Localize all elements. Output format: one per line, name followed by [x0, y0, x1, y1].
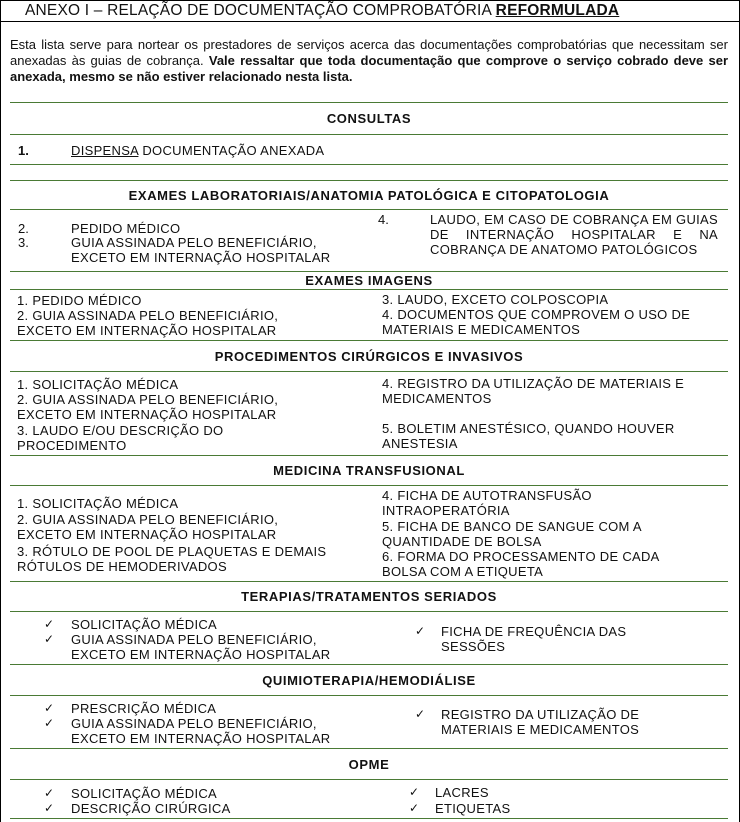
- rule: [10, 209, 728, 210]
- section-title-quimio: QUIMIOTERAPIA/HEMODIÁLISE: [262, 673, 476, 688]
- rule: [10, 581, 728, 582]
- check-icon: ✓: [44, 786, 55, 800]
- cirurgicos-item: 4. REGISTRO DA UTILIZAÇÃO DE MATERIAIS E MEDICAMENTOS: [382, 376, 685, 406]
- rule: [10, 271, 728, 272]
- imagens-item: 3. LAUDO, EXCETO COLPOSCOPIA: [382, 292, 609, 307]
- lab-item: PEDIDO MÉDICO: [71, 221, 181, 236]
- title-emphasis: REFORMULADA: [495, 2, 620, 19]
- rule: [10, 102, 728, 103]
- cirurgicos-item: 3. LAUDO E/OU DESCRIÇÃO DO PROCEDIMENTO: [17, 423, 224, 453]
- rule: [10, 134, 728, 135]
- lab-item-number: 2.: [18, 221, 29, 236]
- title-main: ANEXO I – RELAÇÃO DE DOCUMENTAÇÃO COMPROBATÓRIA: [25, 2, 492, 19]
- rule: [10, 779, 728, 780]
- consultas-item-underlined: DISPENSA: [71, 143, 139, 158]
- quimio-item: GUIA ASSINADA PELO BENEFICIÁRIO, EXCETO EM INTERNAÇÃO HOSPITALAR: [71, 716, 331, 746]
- rule: [10, 664, 728, 665]
- opme-item: LACRES: [435, 785, 489, 800]
- consultas-item: [71, 143, 324, 158]
- transfusional-item: 5. FICHA DE BANCO DE SANGUE COM A QUANTIDADE DE BOLSA: [382, 519, 642, 549]
- lab-item-number: 3.: [18, 235, 29, 250]
- check-icon: ✓: [44, 632, 55, 646]
- consultas-item-number: 1.: [18, 143, 29, 158]
- rule: [10, 818, 728, 819]
- intro-paragraph: [10, 37, 728, 85]
- section-title-consultas: CONSULTAS: [326, 111, 412, 126]
- rule: [10, 695, 728, 696]
- check-icon: ✓: [44, 801, 55, 815]
- lab-item: GUIA ASSINADA PELO BENEFICIÁRIO, EXCETO EM INTERNAÇÃO HOSPITALAR: [71, 235, 331, 265]
- section-title-terapias: TERAPIAS/TRATAMENTOS SERIADOS: [241, 589, 497, 604]
- opme-item: DESCRIÇÃO CIRÚRGICA: [71, 801, 231, 816]
- rule: [10, 164, 728, 165]
- rule: [10, 289, 728, 290]
- check-icon: ✓: [415, 707, 426, 721]
- check-icon: ✓: [415, 624, 426, 638]
- imagens-item: 4. DOCUMENTOS QUE COMPROVEM O USO DE MATERIAIS E MEDICAMENTOS: [382, 307, 691, 337]
- terapias-item: SOLICITAÇÃO MÉDICA: [71, 617, 218, 632]
- rule: [10, 748, 728, 749]
- transfusional-item: 1. SOLICITAÇÃO MÉDICA: [17, 496, 179, 511]
- intro-bold: Vale ressaltar que toda documentação que comprove o serviço cobrado deve ser anexada, mesmo se não estiver relacionado nesta lista.: [10, 53, 728, 84]
- opme-item: SOLICITAÇÃO MÉDICA: [71, 786, 218, 801]
- check-icon: ✓: [44, 716, 55, 730]
- rule: [10, 485, 728, 486]
- check-icon: ✓: [44, 617, 55, 631]
- cirurgicos-item: 2. GUIA ASSINADA PELO BENEFICIÁRIO, EXCETO EM INTERNAÇÃO HOSPITALAR: [17, 392, 279, 422]
- check-icon: ✓: [409, 801, 420, 815]
- check-icon: ✓: [409, 785, 420, 799]
- terapias-item: GUIA ASSINADA PELO BENEFICIÁRIO, EXCETO EM INTERNAÇÃO HOSPITALAR: [71, 632, 331, 662]
- transfusional-item: 3. RÓTULO DE POOL DE PLAQUETAS E DEMAIS RÓTULOS DE HEMODERIVADOS: [17, 544, 327, 574]
- transfusional-item: 4. FICHA DE AUTOTRANSFUSÃO INTRAOPERATÓRIA: [382, 488, 592, 518]
- section-title-opme: OPME: [348, 757, 390, 772]
- consultas-item-rest: DOCUMENTAÇÃO ANEXADA: [138, 143, 325, 158]
- rule: [10, 371, 728, 372]
- section-title-imagens: EXAMES IMAGENS: [305, 273, 433, 288]
- imagens-item: 2. GUIA ASSINADA PELO BENEFICIÁRIO, EXCETO EM INTERNAÇÃO HOSPITALAR: [17, 308, 279, 338]
- rule: [10, 340, 728, 341]
- quimio-item: PRESCRIÇÃO MÉDICA: [71, 701, 217, 716]
- lab-item-number: 4.: [378, 212, 389, 227]
- check-icon: ✓: [44, 701, 55, 715]
- section-title-cirurgicos: PROCEDIMENTOS CIRÚRGICOS E INVASIVOS: [214, 349, 524, 364]
- section-title-transfusional: MEDICINA TRANSFUSIONAL: [273, 463, 465, 478]
- quimio-item: REGISTRO DA UTILIZAÇÃO DE MATERIAIS E MEDICAMENTOS: [441, 707, 640, 737]
- imagens-item: 1. PEDIDO MÉDICO: [17, 293, 142, 308]
- transfusional-item: 2. GUIA ASSINADA PELO BENEFICIÁRIO, EXCETO EM INTERNAÇÃO HOSPITALAR: [17, 512, 279, 542]
- rule: [10, 455, 728, 456]
- document-title: [0, 0, 740, 22]
- rule: [10, 180, 728, 181]
- cirurgicos-item: 1. SOLICITAÇÃO MÉDICA: [17, 377, 179, 392]
- terapias-item: FICHA DE FREQUÊNCIA DAS SESSÕES: [441, 624, 627, 654]
- opme-item: ETIQUETAS: [435, 801, 511, 816]
- cirurgicos-item: 5. BOLETIM ANESTÉSICO, QUANDO HOUVER ANESTESIA: [382, 421, 675, 451]
- transfusional-item: 6. FORMA DO PROCESSAMENTO DE CADA BOLSA COM A ETIQUETA: [382, 549, 659, 579]
- section-title-laboratoriais: EXAMES LABORATORIAIS/ANATOMIA PATOLÓGICA E CITOPATOLOGIA: [128, 188, 610, 203]
- intro-normal: Esta lista serve para nortear os prestadores de serviços acerca das documentações comprobatórias que necessitam ser anexadas às guias de cobrança.: [10, 37, 728, 68]
- lab-item: LAUDO, EM CASO DE COBRANÇA EM GUIAS DE INTERNAÇÃO HOSPITALAR E NA COBRANÇA DE ANATOMO PATOLÓGICOS: [430, 212, 718, 257]
- rule: [10, 611, 728, 612]
